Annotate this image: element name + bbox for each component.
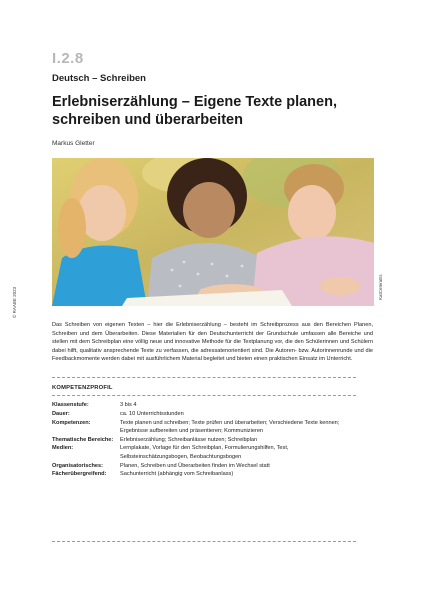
divider-middle (52, 395, 356, 396)
copyright-note: © RAABE 2023 (12, 286, 17, 318)
children-writing-photo (52, 158, 374, 306)
kp-label: Organisatorisches: (52, 462, 103, 469)
subject-heading: Deutsch – Schreiben (52, 73, 146, 84)
kp-row (52, 436, 356, 444)
author-name: Markus Gletter (52, 140, 95, 147)
kp-row (52, 470, 356, 478)
kp-value: Sachunterricht (abhängig vom Schreibanlass) (120, 471, 234, 478)
section-number: I.2.8 (52, 50, 84, 67)
kp-row (52, 401, 356, 409)
kp-label: Fächerübergreifend: (52, 471, 107, 478)
kompetenzprofil-title: KOMPETENZPROFIL (52, 385, 113, 391)
kp-label: Klassenstufe: (52, 402, 89, 408)
divider-top (52, 377, 356, 378)
photo-credit: KatCeteraEs (378, 274, 383, 300)
kp-value: ca. 10 Unterrichtsstunden (120, 410, 184, 417)
kp-label: Thematische Bereiche: (52, 436, 114, 443)
intro-paragraph: Das Schreiben von eigenen Texten – hier die Erlebniserzählung – besteht im Schreibprozess aus den Bereichen Planen, Schreiben und dem Überarbeiten. Diese Materialien für den Deutschunterricht der Grundschule umfassen alle Bereiche und stellen mit dem Schreibplan eine völlig neue und innovative Methode für die Textplanung vor, die den Schülerinnen und Schülern dabei hilft, qualitativ ansprechende Texte zu verfassen, die adressatenorientiert sind. Die Autoren- bzw. Autorinnenrunde und die Feedbackmomente werden dabei mit ausführlichem Material begleitet und bieten einen praktischen Einsatz im Unterricht. (52, 322, 373, 363)
kp-row (52, 419, 356, 436)
kp-value: 3 bis 4 (120, 402, 137, 408)
kp-value: Planen, Schreiben und Überarbeiten finden im Wechsel statt (120, 462, 270, 469)
kp-value: Lernplakate, Vorlage für den Schreibplan, Formulierungshilfen, Test, Selbsteinschätzungsbogen, Beobachtungsbogen (120, 445, 289, 460)
kp-row (52, 410, 356, 418)
kp-value: Erlebniserzählung; Schreibanlässe nutzen; Schreibplan (120, 436, 258, 443)
kp-value: Texte planen und schreiben; Texte prüfen und überarbeiten; Verschiedene Texte kennen; Ergebnisse aufbereiten und präsentieren; Kommunizieren (120, 419, 340, 434)
kp-row (52, 462, 356, 470)
divider-bottom (52, 541, 356, 542)
kompetenzprofil-table (52, 401, 356, 479)
kp-row (52, 444, 356, 461)
kp-label: Kompetenzen: (52, 419, 91, 426)
page-title: Erlebniserzählung – Eigene Texte planen, schreiben und überarbeiten (52, 94, 337, 128)
kp-label: Dauer: (52, 410, 70, 417)
kp-label: Medien: (52, 445, 74, 452)
